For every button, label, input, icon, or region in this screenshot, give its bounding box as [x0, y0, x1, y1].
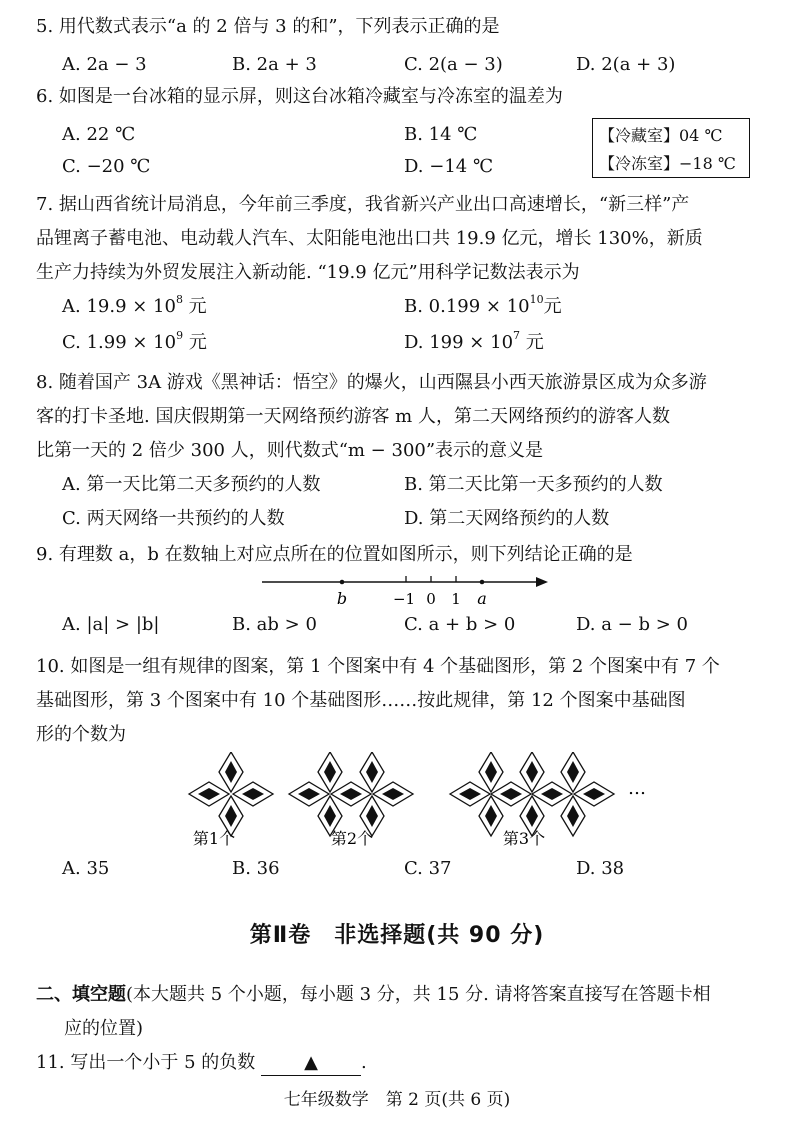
part2-desc-line-1: (本大题共 5 个小题，每小题 3 分，共 15 分. 请将答案直接写在答题卡相 [126, 984, 711, 1005]
question-11 [36, 1046, 758, 1080]
q7-option-c: C. $1.99 \times 10^9$ 元 [62, 329, 207, 353]
label-0: 0 [426, 590, 436, 608]
section-ii-title: 第Ⅱ卷 非选择题(共 90 分) [249, 923, 545, 948]
question-10-line-3: 形的个数为 [36, 724, 126, 745]
q8-option-d: D. 第二天网络预约的人数 [404, 508, 610, 529]
q9-option-c: C. a + b > 0 [404, 614, 516, 635]
page-footer: 七年级数学 第 2 页(共 6 页) [283, 1090, 511, 1110]
question-7-line-3: 生产力持续为外贸发展注入新动能. “19.9 亿元”用科学记数法表示为 [36, 262, 580, 283]
q10-option-d: D. 38 [576, 858, 625, 879]
q9-option-b: B. ab > 0 [232, 614, 317, 635]
number-line-arrow [536, 577, 548, 587]
label-a: a [477, 589, 487, 608]
q6-option-c: C. −20 ℃ [62, 156, 151, 177]
fridge-display-line-1: 【冷藏室】04 ℃ [599, 126, 723, 145]
pattern-2-label: 第2个 [330, 829, 374, 848]
point-a [480, 580, 485, 585]
fridge-display-line-2: 【冷冻室】−18 ℃ [599, 154, 736, 173]
q8-option-b: B. 第二天比第一天多预约的人数 [404, 474, 663, 495]
q9-option-d: D. a − b > 0 [576, 614, 688, 635]
pattern-1-label: 第1个 [192, 829, 236, 848]
question-7-line-2: 品锂离子蓄电池、电动载人汽车、太阳能电池出口共 19.9 亿元，增长 130%，新质 [36, 228, 703, 249]
question-8-line-2: 客的打卡圣地. 国庆假期第一天网络预约游客 m 人，第二天网络预约的游客人数 [36, 406, 670, 427]
q8-option-c: C. 两天网络一共预约的人数 [62, 508, 285, 529]
q10-option-a: A. 35 [62, 858, 110, 879]
question-6-stem: 6. 如图是一台冰箱的显示屏，则这台冰箱冷藏室与冷冻室的温差为 [36, 86, 563, 107]
pattern-1 [189, 752, 273, 836]
q5-option-c: C. 2(a − 3) [404, 54, 503, 75]
label-b: b [336, 589, 348, 608]
q5-option-a: A. 2a − 3 [62, 54, 147, 75]
q6-option-a: A. 22 ℃ [62, 124, 136, 145]
fridge-display [592, 118, 750, 178]
pattern-3 [450, 752, 614, 836]
q5-option-b: B. 2a + 3 [232, 54, 317, 75]
q7-option-b: B. $0.199 \times 10^{10}$元 [404, 293, 562, 317]
q11-stem: 11. 写出一个小于 5 的负数 [36, 1052, 256, 1073]
label-1: 1 [451, 590, 461, 608]
q5-option-d: D. 2(a + 3) [576, 54, 676, 75]
pattern-3-label: 第3个 [502, 829, 546, 848]
point-b [340, 580, 345, 585]
q11-end: . [360, 1052, 367, 1073]
label-neg1: −1 [392, 590, 416, 608]
q10-option-c: C. 37 [404, 858, 452, 879]
question-8-line-3: 比第一天的 2 倍少 300 人，则代数式“m − 300”表示的意义是 [36, 440, 544, 461]
pattern-figure [0, 752, 794, 852]
q8-option-a: A. 第一天比第二天多预约的人数 [62, 474, 321, 495]
q6-option-b: B. 14 ℃ [404, 124, 478, 145]
question-8-line-1: 8. 随着国产 3A 游戏《黑神话：悟空》的爆火，山西隰县小西天旅游景区成为众多游 [36, 372, 707, 393]
part2-desc-line-2: 应的位置) [64, 1018, 144, 1039]
pattern-2 [289, 752, 413, 836]
q7-option-d: D. $199 \times 10^7$ 元 [404, 329, 544, 353]
question-7-line-1: 7. 据山西省统计局消息，今年前三季度，我省新兴产业出口高速增长，“新三样”产 [36, 194, 690, 215]
q10-option-b: B. 36 [232, 858, 280, 879]
part2-heading: 二、填空题 [36, 984, 126, 1005]
q11-answer-blank[interactable]: ▲ [261, 1051, 361, 1076]
question-9-stem: 9. 有理数 a，b 在数轴上对应点所在的位置如图所示，则下列结论正确的是 [36, 544, 633, 565]
fill-in-heading [36, 978, 764, 1012]
q7-option-a: A. $19.9 \times 10^8$ 元 [62, 293, 207, 317]
q9-option-a: A. |a| > |b| [62, 614, 160, 635]
q6-option-d: D. −14 ℃ [404, 156, 494, 177]
question-5-stem: 5. 用代数式表示“a 的 2 倍与 3 的和”，下列表示正确的是 [36, 16, 500, 37]
question-10-line-1: 10. 如图是一组有规律的图案，第 1 个图案中有 4 个基础图形，第 2 个图案中有 7 个 [36, 656, 720, 677]
question-10-line-2: 基础图形，第 3 个图案中有 10 个基础图形……按此规律，第 12 个图案中基础图 [36, 690, 686, 711]
pattern-ellipsis: … [628, 778, 646, 799]
